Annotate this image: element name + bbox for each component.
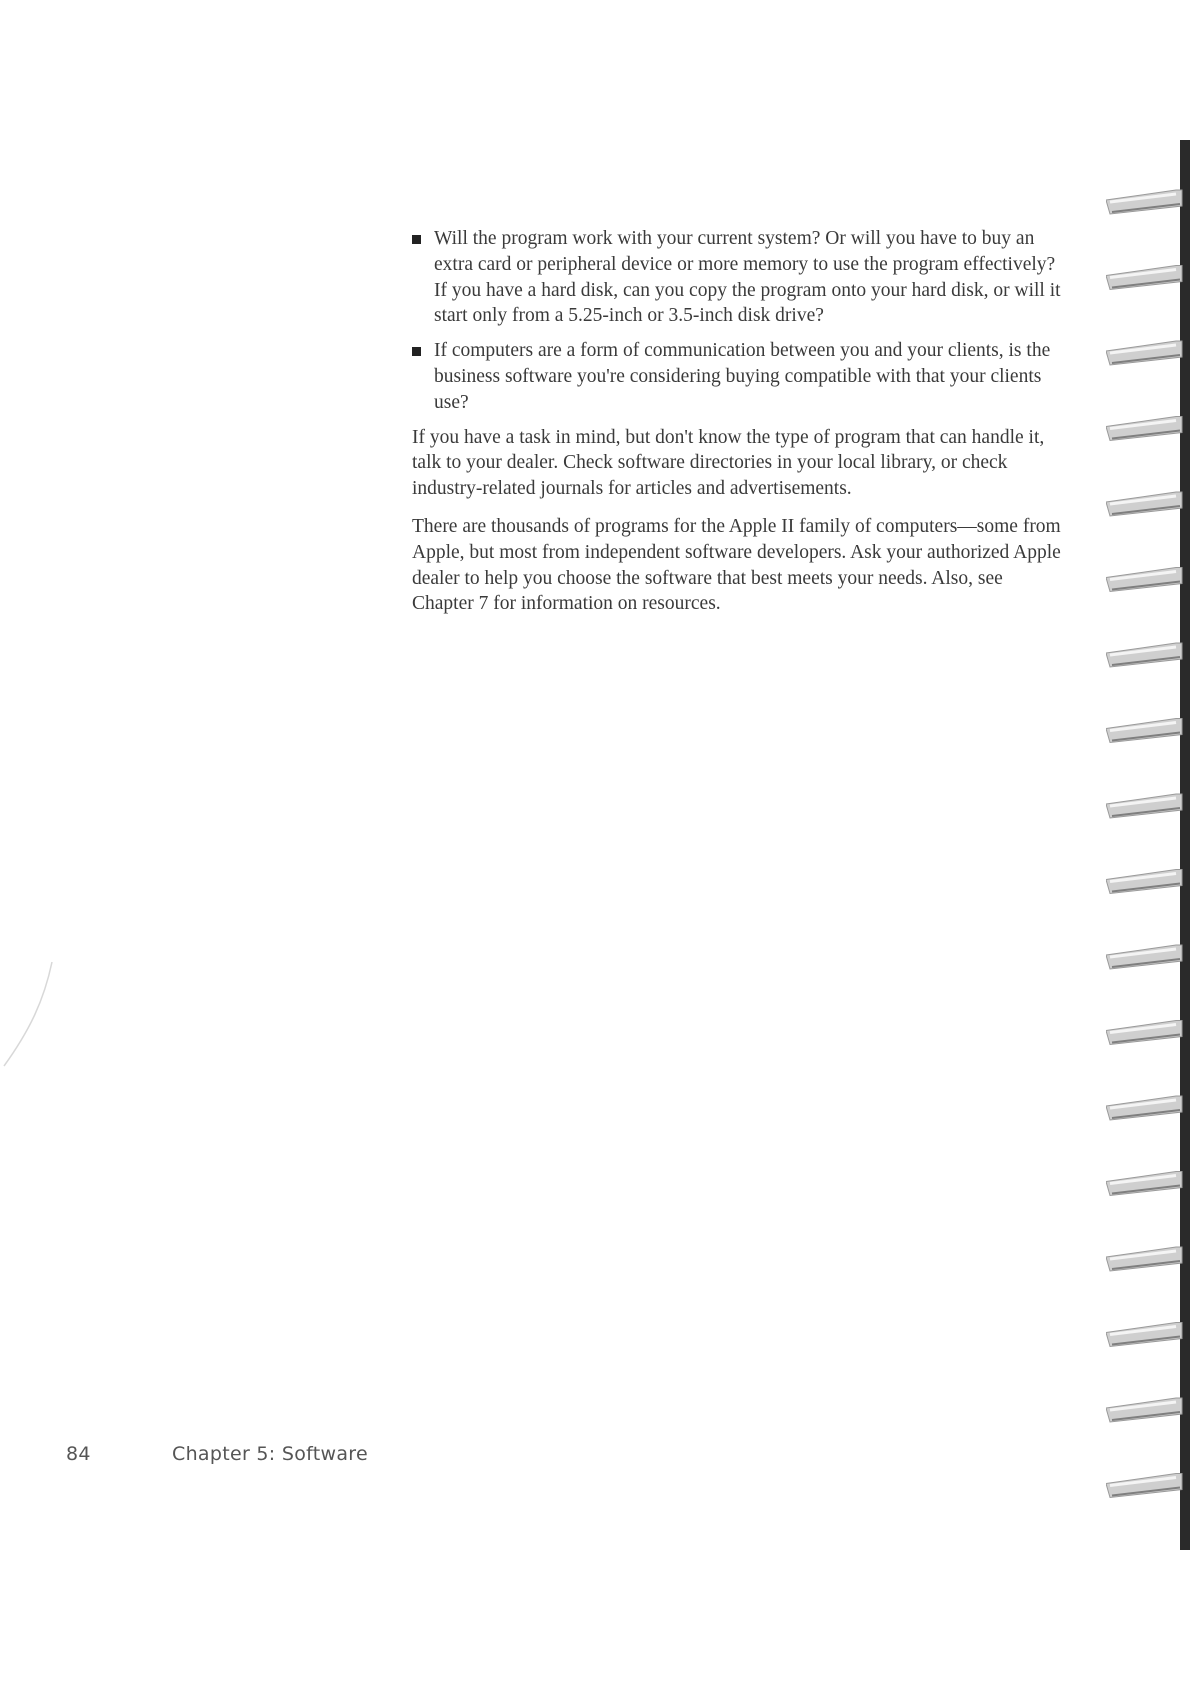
binding-ring: [1106, 266, 1182, 290]
binding-ring: [1106, 190, 1182, 214]
binding-ring: [1106, 1096, 1182, 1120]
binding-ring: [1106, 1474, 1182, 1498]
binding-ring: [1106, 1172, 1182, 1196]
binding-ring: [1106, 341, 1182, 365]
list-item-text: If computers are a form of communication between you and your clients, is the business software you're considering buying compatible with that your clients use?: [434, 340, 1051, 413]
paragraph-apple-programs: There are thousands of programs for the Apple II family of computers—some from Apple, but most from independent software developers. Ask your authorized Apple dealer to help you choose the software that best meets your needs. Also, see Chapter 7 for information on resources.: [412, 515, 1061, 615]
list-item-text: Will the program work with your current system? Or will you have to buy an extra card or peripheral device or more memory to use the program effectively? If you have a hard disk, can you copy the program onto your hard disk, or will it start only from a 5.25-inch or 3.5-inch disk drive?: [434, 228, 1061, 327]
binding-ring: [1106, 1247, 1182, 1271]
binding-ring: [1106, 492, 1182, 516]
binding-ring: [1106, 945, 1182, 969]
spiral-binding-rings-icon: [1106, 140, 1190, 1550]
binding-ring: [1106, 643, 1182, 667]
binding-ring: [1106, 1323, 1182, 1347]
spiral-binding: [1106, 140, 1190, 1550]
binding-ring: [1106, 870, 1182, 894]
paragraph-task-help: If you have a task in mind, but don't know the type of program that can handle it, talk to your dealer. Check software directories in your local library, or check industry-related journals for articles and advertisements.: [412, 426, 1045, 500]
binding-ring: [1106, 568, 1182, 592]
square-bullet-icon: [412, 347, 421, 356]
binding-ring: [1106, 1398, 1182, 1422]
square-bullet-icon: [412, 235, 421, 244]
paper-scratch-mark: [0, 960, 60, 1070]
list-item: [412, 226, 1064, 329]
list-item: [412, 338, 1064, 415]
binding-ring: [1106, 1021, 1182, 1045]
binding-ring: [1106, 794, 1182, 818]
page-body: [412, 226, 1064, 629]
binding-ring: [1106, 417, 1182, 441]
running-footer-chapter: Chapter 5: Software: [172, 1443, 368, 1465]
page-number: 84: [66, 1443, 91, 1465]
binding-ring: [1106, 719, 1182, 743]
question-list: [412, 226, 1064, 416]
